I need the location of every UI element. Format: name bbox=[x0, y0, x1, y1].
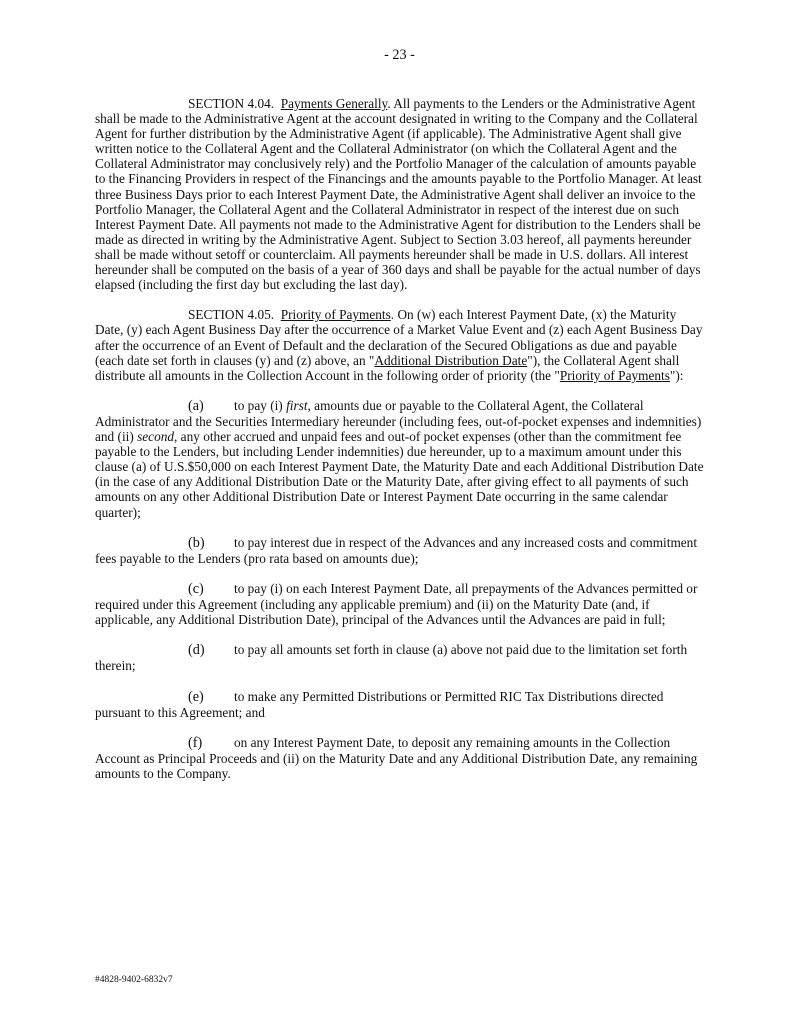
clause-label: (c) bbox=[188, 581, 204, 597]
defined-term: Priority of Payments bbox=[559, 367, 670, 383]
clause-text: to pay interest due in respect of the Advances and any increased costs and commitment fees payable to the Lenders (pro rata based on amounts due); bbox=[95, 534, 698, 566]
section-text: . On (w) each Interest Payment Date, (x) the Maturity Date, (y) each Agent Business Day after the occurrence of a Market Value Event and (z) each Agent Business Day after the occurrence of an Event of Default and the declaration of the Secured Obligations as due and payable (each date set forth in clauses (y) and (z) above, an " bbox=[95, 307, 703, 368]
clause-b bbox=[95, 535, 707, 566]
emphasis: second bbox=[137, 429, 175, 445]
clause-label: (f) bbox=[188, 734, 203, 751]
emphasis: first bbox=[286, 397, 308, 413]
section-text: "): bbox=[669, 367, 684, 383]
clause-label: (e) bbox=[188, 688, 204, 705]
clause-text: on any Interest Payment Date, to deposit any remaining amounts in the Collection Account as Principal Proceeds and (ii) on the Maturity Date and any Additional Distribution Date, any remaining amounts to the Company. bbox=[95, 734, 698, 782]
defined-term: Additional Distribution Date bbox=[374, 352, 528, 368]
clause-text: to pay (i) on each Interest Payment Date, all prepayments of the Advances permitted or required under this Agreement (including any applicable premium) and (ii) on the Maturity Date (and, if applicable, any Additional Distribution Date), principal of the Advances until the Advances are paid in full; bbox=[95, 581, 698, 628]
section-number: SECTION 4.04. bbox=[188, 96, 275, 111]
clause-label: (a) bbox=[188, 397, 204, 414]
section-title: Priority of Payments bbox=[280, 307, 391, 323]
clause-f bbox=[95, 735, 707, 781]
page-number: - 23 - bbox=[384, 47, 415, 63]
clause-label: (b) bbox=[188, 534, 205, 551]
section-4-05 bbox=[95, 307, 707, 382]
clause-text: to pay all amounts set forth in clause (a) above not paid due to the limitation set forth therein; bbox=[95, 642, 688, 674]
section-4-04 bbox=[95, 96, 707, 292]
section-number: SECTION 4.05. bbox=[188, 307, 275, 323]
clause-d bbox=[95, 642, 707, 673]
clause-a: (a) to pay (i) first, amounts due or payable to the Collateral Agent, the Collateral Administrator and the Securities Intermediary hereunder (including fees, out-of-pocket expenses and indemnities) and (ii) second, any other accrued and unpaid fees and out-of pocket expenses (other than the commitment fee payable to the Lenders, but including Lender indemnities) due hereunder, up to a maximum amount under this clause (a) of U.S.$50,000 on each Interest Payment Date, the Maturity Date and each Additional Distribution Date (in the case of any Additional Distribution Date or the Maturity Date, after giving effect to all payments of such amounts on any other Additional Distribution Date or Interest Payment Date occurring in the same calendar quarter); bbox=[95, 397, 704, 520]
section-title: Payments Generally bbox=[280, 96, 388, 111]
clause-label: (d) bbox=[188, 642, 205, 659]
clause-e bbox=[95, 689, 707, 720]
clause-c bbox=[95, 581, 707, 627]
document-id-footer: #4828-9402-6832v7 bbox=[95, 975, 173, 985]
document-body bbox=[95, 96, 707, 796]
section-text: . All payments to the Lenders or the Administrative Agent shall be made to the Administrative Agent at the account designated in writing to the Company and the Collateral Agent for further distribution by the Administrative Agent (if applicable). The Administrative Agent shall give written notice to the Collateral Agent and the Collateral Administrator (on which the Collateral Agent and the Collateral Administrator may conclusively rely) and the Portfolio Manager of the calculation of amounts payable to the Financing Providers in respect of the Financings and the amounts payable to the Portfolio Manager. At least three Business Days prior to each Interest Payment Date, the Administrative Agent shall deliver an invoice to the Portfolio Manager, the Collateral Agent and the Collateral Administrator in respect of the interest due on such Interest Payment Date. All payments not made to the Administrative Agent for distribution to the Lenders shall be made as directed in writing by the Administrative Agent. Subject to Section 3.03 hereof, all payments hereunder shall be made without setoff or counterclaim. All payments hereunder shall be made in U.S. dollars. All interest hereunder shall be computed on the basis of a year of 360 days and shall be payable for the actual number of days elapsed (including the first day but excluding the last day). bbox=[95, 96, 702, 293]
section-text: "), the Collateral Agent shall distribute all amounts in the Collection Account in the following order of priority (the " bbox=[95, 352, 680, 383]
clause-text: to make any Permitted Distributions or Permitted RIC Tax Distributions directed pursuant to this Agreement; and bbox=[95, 688, 664, 720]
